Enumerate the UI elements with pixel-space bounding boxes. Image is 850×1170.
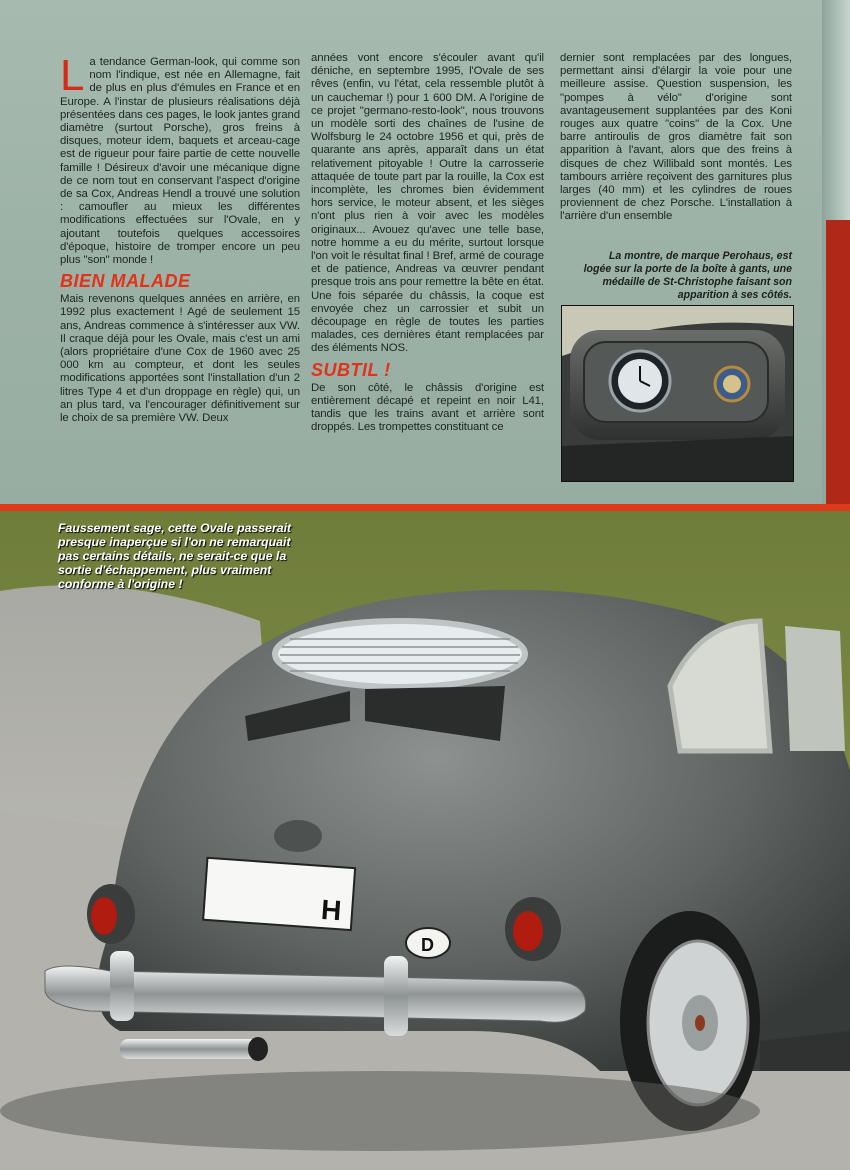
section-heading-bien-malade: BIEN MALADE <box>60 271 191 292</box>
country-badge-letter: D <box>421 935 434 955</box>
dashboard-illustration <box>562 306 793 481</box>
dashboard-photo <box>561 305 794 482</box>
intro-paragraph <box>60 51 300 267</box>
main-car-photo <box>0 511 850 1170</box>
paragraph-col3: dernier sont remplacées par des longues, permettant ainsi d'élargir la voie pour une meilleure assise. Question suspension, les "pompes à vélo" d'origine sont avantageusement supplantées par des Koni rouges aux quatre "coins" de la Cox. Une barre antiroulis de gros diamètre fait son apparition à l'avant, alors que des freins à disques de chez Willibald sont montés. Les tambours arrière reçoivent des garnitures plus larges (40 mm) et les cylindres de roues proviennent de chez Porsche. L'installation à l'arrière d'un ensemble <box>560 52 792 223</box>
column-1 <box>60 51 300 425</box>
paragraph-col2: années vont encore s'écouler avant qu'il déniche, en septembre 1995, l'Ovale de ses rêves (enfin, vu l'état, cela ressemble plutôt à un cauchemar !) pour 1 600 DM. A l'origine de ce projet "germano-resto-look", nous trouvons un modèle sorti des chaînes de l'usine de Wolfsburg le 24 octobre 1956 et qui, près de quarante ans après, apparaît dans un état relativement pitoyable ! Outre la carrosserie attaquée de toute part par la rouille, la Cox est incomplète, les chromes bien évidemment hors service, le moteur absent, et les sièges n'ont plus rien à voir avec les modèles originaux... Avouez qu'avec une telle base, notre homme a eu du mérite, surtout lorsque l'on voit le résultat final ! Bref, armé de courage et de patience, Andreas va œuvrer pendant presque trois ans pour remettre la bête en état. Une fois séparée du châssis, la coque est envoyée chez un carrossier et subit un découpage en règle de toutes les parties malades, ces dernières étant remplacées par des éléments NOS. <box>311 52 544 355</box>
section-heading-subtil: SUBTIL ! <box>311 359 391 380</box>
paragraph-bien-malade: Mais revenons quelques années en arrière, en 1992 plus exactement ! Agé de seulement 15 ans, Andreas commence à s'intéresser aux VW. Il craque déjà pour les Ovale, mais c'est un ami (alors propriétaire d'une Cox de 1960 avec 25 000 km au compteur, et dont les seules modifications apportées sont l'installation d'un 2 litres Type 4 et d'un droppage en règle) qui, un an plus tard, va l'encourager définitivement sur le choix de sa première VW. Deux <box>60 293 300 425</box>
intro-text: a tendance German-look, qui comme son nom l'indique, est née en Allemagne, fait de plus en plus d'émules en France et en Europe. A l'instar de plusieurs réalisations déjà présentées dans ces pages, le look jantes grand diamètre (surtout Porsche), gros freins à disques, moteur idem, baquets et arceau-cage est de rigueur pour faire partie de cette nouvelle famille ! Désireux d'avoir une mécanique digne de ce nom tout en conservant l'aspect d'origine de sa Cox, Andreas Hendl a trouvé une solution : camoufler au mieux les différentes modifications effectuées sur l'Ovale, en y ajoutant toutefois quelques accessoires d'époque, histoire de tromper encore un peu plus "son" monde ! <box>60 56 300 267</box>
beetle-illustration <box>0 511 850 1170</box>
main-photo-caption: Faussement sage, cette Ovale passerait presque inaperçue si l'on ne remarquait pas certains détails, ne serait-ce que la sortie d'échappement, plus vraiment conforme à l'origine ! <box>58 521 292 591</box>
plate-letter: H <box>320 893 343 927</box>
adjacent-page-strip <box>826 220 850 510</box>
column-2 <box>311 52 544 434</box>
dash-photo-caption: La montre, de marque Perohaus, est logée sur la porte de la boîte à gants, une médaille de St-Christophe faisant son apparition à ses côtés. <box>583 250 792 301</box>
red-divider <box>0 504 850 511</box>
column-3 <box>560 52 792 224</box>
paragraph-subtil: De son côté, le châssis d'origine est entièrement décapé et repeint en noir L41, tandis que les trains avant et arrière sont droppés. Les trompettes constituant ce <box>311 381 544 434</box>
dropcap-letter: L <box>60 51 85 100</box>
